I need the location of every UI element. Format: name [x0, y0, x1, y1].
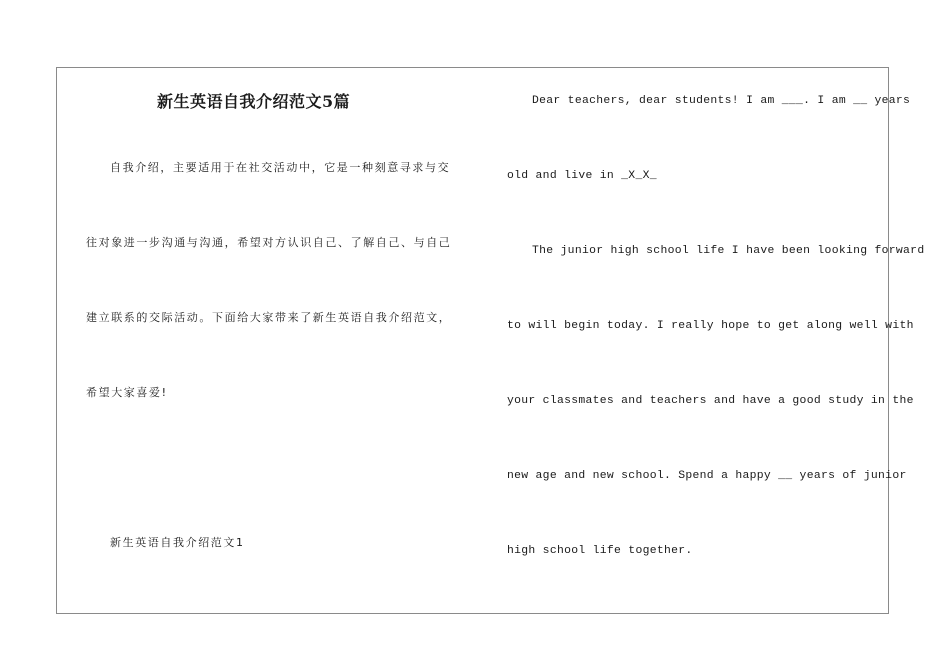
body-line-1: Dear teachers, dear students! I am ___. I am __ years	[532, 95, 911, 107]
intro-line-1: 自我介绍，主要适用于在社交活动中，它是一种刻意寻求与交	[110, 161, 451, 174]
body-line-4: to will begin today. I really hope to get along well with	[507, 320, 914, 332]
intro-line-2: 往对象进一步沟通与沟通，希望对方认识自己、了解自己、与自己	[86, 236, 452, 249]
body-line-7: high school life together.	[507, 545, 693, 557]
body-line-3: The junior high school life I have been looking forward	[532, 245, 925, 257]
page-border	[56, 67, 889, 614]
section-heading: 新生英语自我介绍范文1	[110, 536, 245, 549]
body-line-5: your classmates and teachers and have a good study in the	[507, 395, 914, 407]
document-title: 新生英语自我介绍范文5篇	[157, 92, 351, 111]
body-line-2: old and live in _X_X_	[507, 170, 657, 182]
intro-line-4: 希望大家喜爱!	[86, 386, 168, 399]
intro-line-3: 建立联系的交际活动。下面给大家带来了新生英语自我介绍范文，	[86, 311, 452, 324]
body-line-6: new age and new school. Spend a happy __ years of junior	[507, 470, 907, 482]
